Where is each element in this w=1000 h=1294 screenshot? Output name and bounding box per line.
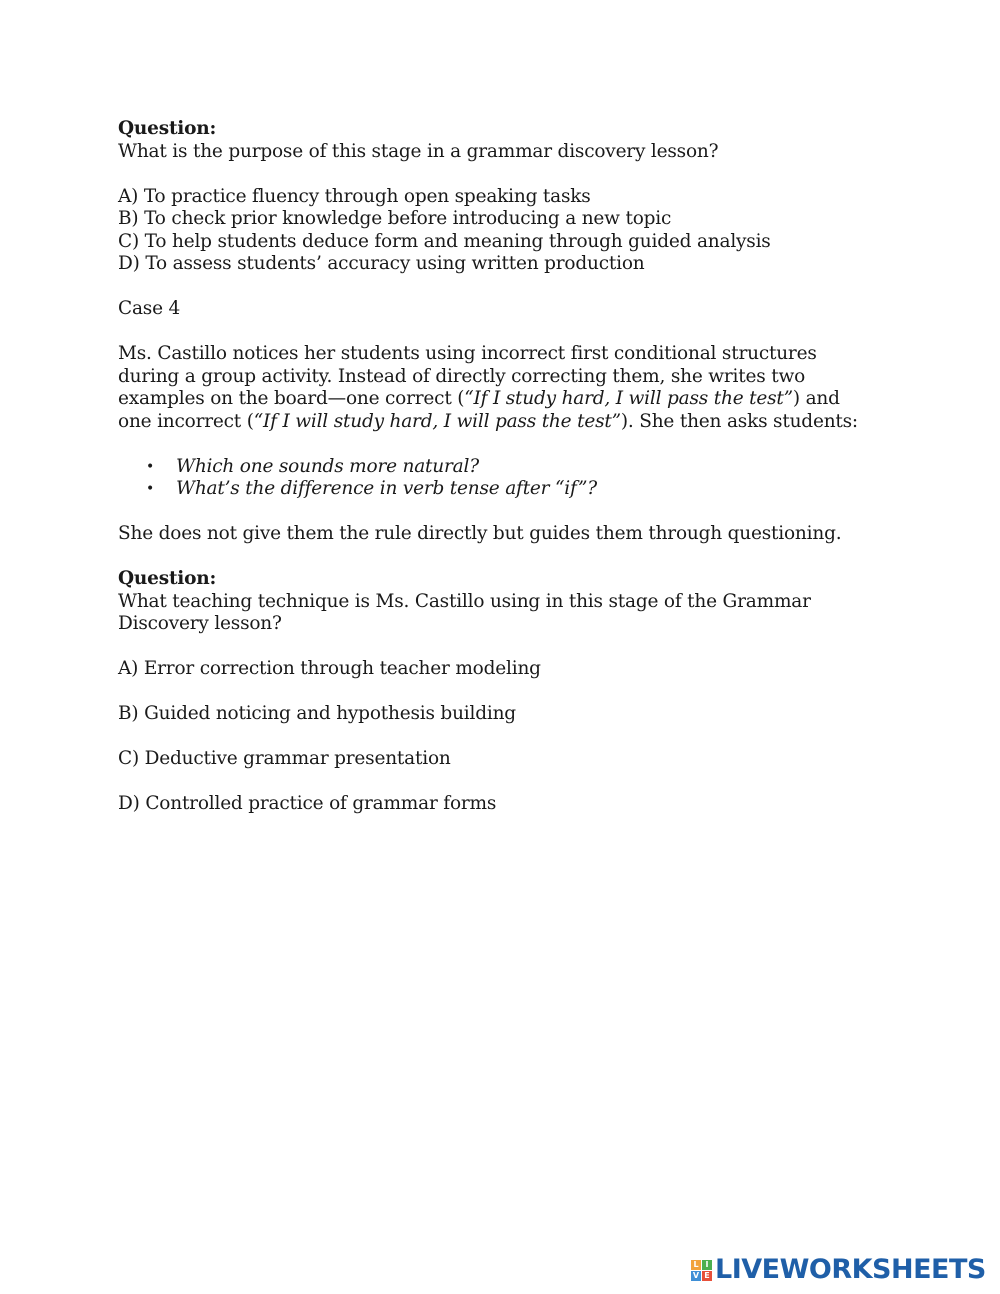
question-2-heading: Question: [118,568,217,589]
bullet-text: Which one sounds more natural? [176,455,479,477]
question-1-heading: Question: [118,118,217,139]
case-closing: She does not give them the rule directly but guides them through questioning. [118,523,842,544]
question-1-option-a[interactable]: A) To practice fluency through open speaking tasks [118,185,591,207]
logo-wordmark: LIVEWORKSHEETS [715,1254,986,1285]
case-paragraph [118,343,878,433]
example-incorrect: “If I will study hard, I will pass the test” [253,410,621,432]
question-2-option-c[interactable]: C) Deductive grammar presentation [118,748,451,769]
list-item [118,478,878,501]
question-2-option-d[interactable]: D) Controlled practice of grammar forms [118,793,497,814]
liveworksheets-logo-icon [691,1260,712,1281]
case-question-list [118,456,878,501]
question-2-option-a[interactable]: A) Error correction through teacher modeling [118,658,541,679]
case-text-part-2: ) and one incorrect ( [118,388,840,432]
bullet-icon: • [146,458,155,475]
logo-mark-e: E [702,1271,712,1281]
question-1-option-c[interactable]: C) To help students deduce form and meaning through guided analysis [118,230,771,252]
bullet-text: What’s the difference in verb tense after “if”? [176,478,597,499]
question-2-prompt: What teaching technique is Ms. Castillo using in this stage of the Grammar Discovery lesson? [118,590,811,634]
bullet-icon: • [146,481,155,497]
case-title: Case 4 [118,298,181,319]
liveworksheets-logo [691,1255,986,1285]
logo-mark-l: L [691,1260,701,1270]
case-text-part-3: ). She then asks students: [620,410,858,432]
question-1-option-d[interactable]: D) To assess students’ accuracy using written production [118,253,645,274]
case-text-part-1: Ms. Castillo notices her students using incorrect first conditional structures during a group activity. Instead of directly correcting them, she writes two examples on the board—one correct ( [118,343,817,409]
logo-mark-v: V [692,1270,700,1280]
worksheet-page [118,118,878,816]
question-1-option-b[interactable]: B) To check prior knowledge before introducing a new topic [118,208,672,229]
logo-mark-i: I [702,1260,712,1270]
list-item [118,456,878,479]
example-correct: “If I study hard, I will pass the test” [464,388,793,409]
question-2-option-b[interactable]: B) Guided noticing and hypothesis building [118,703,516,724]
question-1-prompt: What is the purpose of this stage in a grammar discovery lesson? [118,140,719,162]
